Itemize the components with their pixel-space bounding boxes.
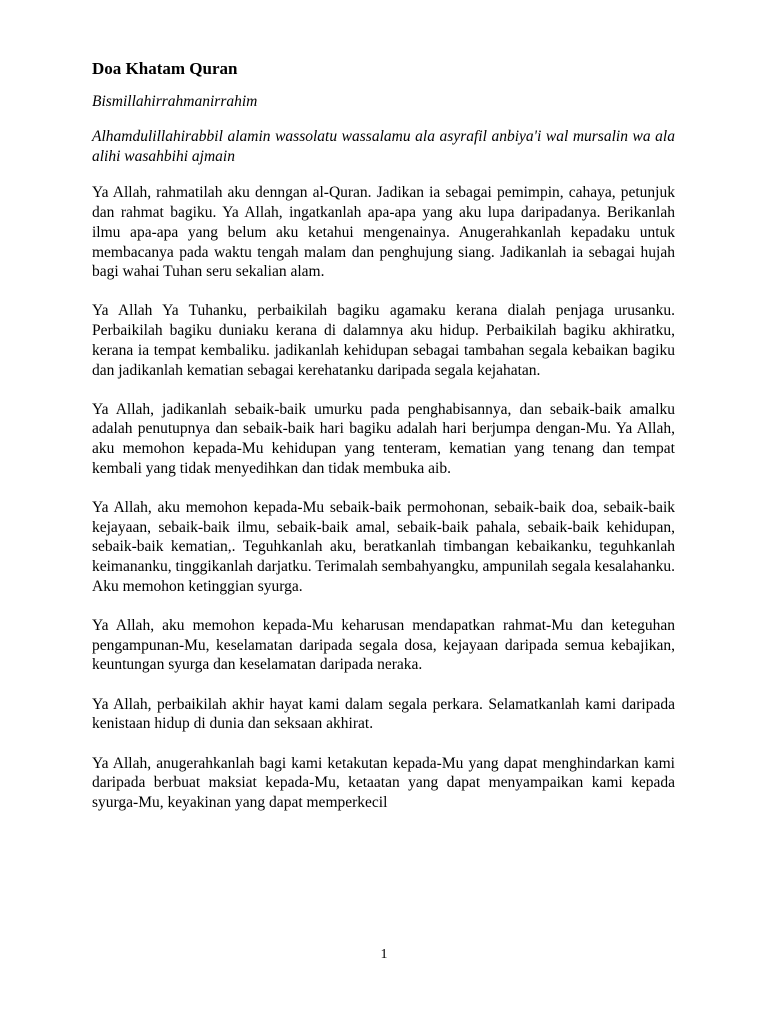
paragraph-5: Ya Allah, aku memohon kepada-Mu keharusan mendapatkan rahmat-Mu dan keteguhan pengampunan-Mu, keselamatan daripada segala dosa, kejayaan daripada semua kebajikan, keuntungan syurga dan keselamatan daripada neraka. xyxy=(92,617,675,674)
paragraph-3: Ya Allah, jadikanlah sebaik-baik umurku pada penghabisannya, dan sebaik-baik amalku adalah penutupnya dan sebaik-baik hari bagiku adalah hari berjumpa dengan-Mu. Ya Allah, aku memohon kepada-Mu kehidupan yang tenteram, kematian yang tenang dan tempat kembali yang tidak menyedihkan dan tidak membuka aib. xyxy=(92,400,675,477)
page-number: 1 xyxy=(380,947,388,962)
paragraph-7: Ya Allah, anugerahkanlah bagi kami ketakutan kepada-Mu yang dapat menghindarkan kami daripada berbuat maksiat kepada-Mu, ketaatan yang dapat menyampaikan kami kepada syurga-Mu, keyakinan yang dapat memperkecil xyxy=(92,754,675,811)
document-title: Doa Khatam Quran xyxy=(92,59,238,78)
paragraph-4: Ya Allah, aku memohon kepada-Mu sebaik-baik permohonan, sebaik-baik doa, sebaik-baik kejayaan, sebaik-baik ilmu, sebaik-baik amal, sebaik-baik pahala, sebaik-baik kehidupan, sebaik-baik kematian,. Teguhkanlah aku, beratkanlah timbangan kebaikanku, teguhkanlah keimananku, tinggikanlah darjatku. Terimalah sembahyangku, ampunilah segala kesalahanku. Aku memohon ketinggian syurga. xyxy=(92,499,675,595)
bismillah-line: Bismillahirrahmanirrahim xyxy=(92,93,258,110)
document-page xyxy=(92,58,675,832)
paragraph-6: Ya Allah, perbaikilah akhir hayat kami dalam segala perkara. Selamatkanlah kami daripada kenistaan hidup di dunia dan seksaan akhirat. xyxy=(92,695,675,733)
paragraph-2: Ya Allah Ya Tuhanku, perbaikilah bagiku agamaku kerana dialah penjaga urusanku. Perbaikilah bagiku duniaku kerana di dalamnya aku hidup. Perbaikilah bagiku akhiratku, kerana ia tempat kembaliku. jadikanlah kehidupan sebagai tambahan segala kebaikan bagiku dan jadikanlah kematian sebagai kerehatanku daripada segala kejahatan. xyxy=(92,302,675,379)
opening-praise: Alhamdulillahirabbil alamin wassolatu wassalamu ala asyrafil anbiya'i wal mursalin wa ala alihi wasahbihi ajmain xyxy=(92,127,675,165)
paragraph-1: Ya Allah, rahmatilah aku denngan al-Quran. Jadikan ia sebagai pemimpin, cahaya, petunjuk dan rahmat bagiku. Ya Allah, ingatkanlah apa-apa yang aku lupa daripadanya. Berikanlah ilmu apa-apa yang belum aku ketahui mengenainya. Anugerahkanlah kepadaku untuk membacanya pada waktu tengah malam dan penghujung siang. Jadikanlah ia sebagai hujah bagi wahai Tuhan seru sekalian alam. xyxy=(92,184,675,281)
